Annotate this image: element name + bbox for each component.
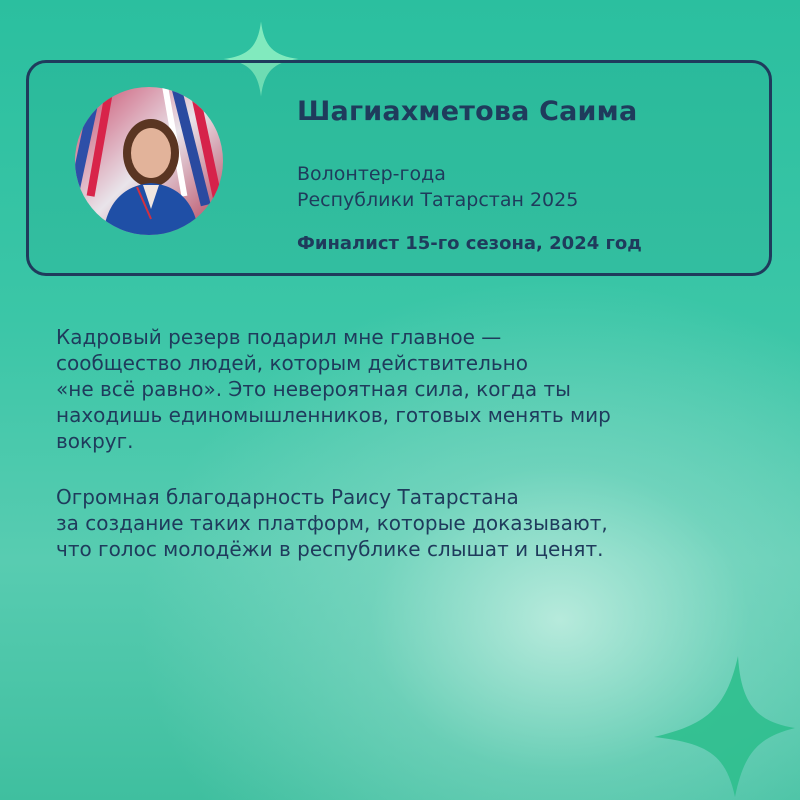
role-title-line: Волонтер-года bbox=[297, 163, 446, 185]
quote-line: находишь единомышленников, готовых менять мир bbox=[56, 403, 611, 427]
quote-paragraph-1 bbox=[56, 324, 756, 454]
quote-line: вокруг. bbox=[56, 429, 134, 453]
quote-paragraph-2 bbox=[56, 484, 756, 562]
quote-line: Кадровый резерв подарил мне главное — bbox=[56, 325, 502, 349]
finalist-season: Финалист 15-го сезона, 2024 год bbox=[297, 233, 642, 254]
role-title bbox=[297, 161, 578, 213]
role-title-line: Республики Татарстан 2025 bbox=[297, 189, 579, 211]
quote-line: «не всё равно». Это невероятная сила, когда ты bbox=[56, 377, 571, 401]
sparkle-star-icon bbox=[648, 650, 798, 800]
person-name: Шагиахметова Саима bbox=[297, 96, 638, 127]
avatar bbox=[75, 87, 223, 235]
profile-card bbox=[26, 60, 772, 276]
quote-line: Огромная благодарность Раису Татарстана bbox=[56, 485, 519, 509]
quote-line: за создание таких платформ, которые доказывают, bbox=[56, 511, 608, 535]
quote-line: что голос молодёжи в республике слышат и ценят. bbox=[56, 537, 604, 561]
quote-line: сообщество людей, которым действительно bbox=[56, 351, 528, 375]
